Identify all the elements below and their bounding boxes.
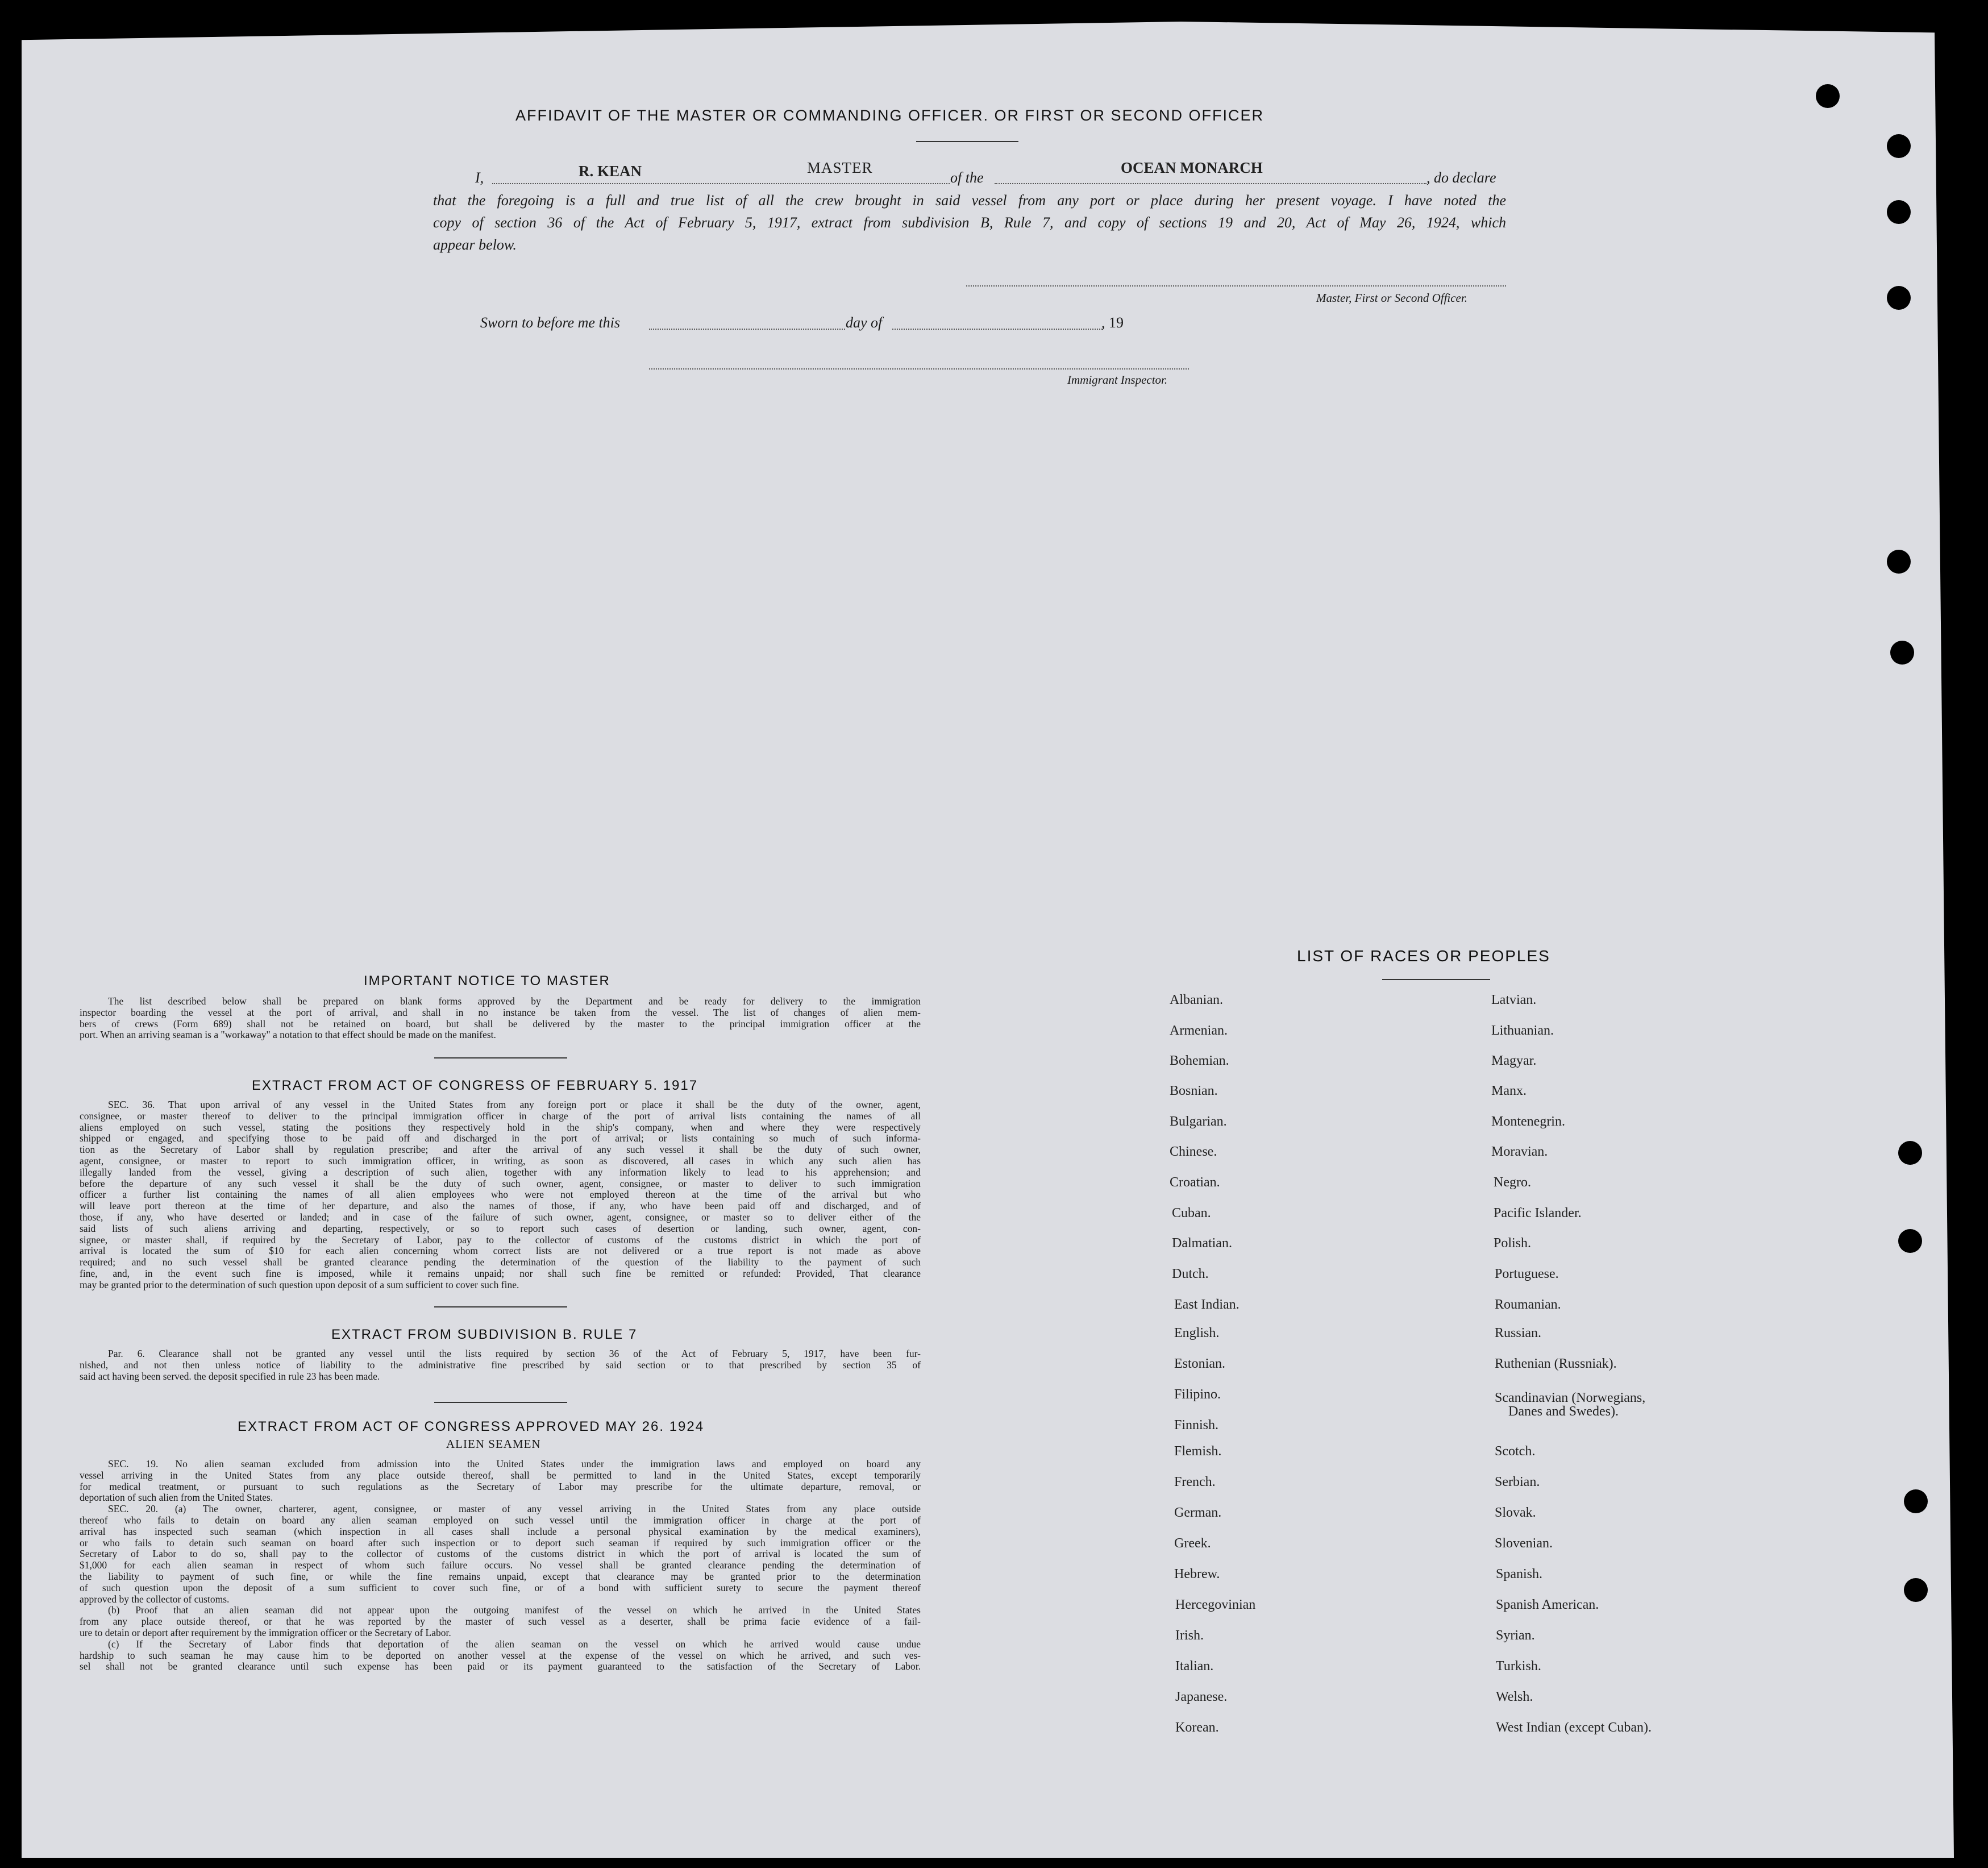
notice-line: inspector boarding the vessel at the port of arrival, and shall in no instance be taken from the vessel. The list of changes of alien mem- — [80, 1006, 921, 1018]
race-item: Polish. — [1494, 1236, 1532, 1251]
race-item: Syrian. — [1496, 1628, 1535, 1643]
notice-line: bers of crews (Form 689) shall not be retained on board, but shall be delivered by the master to the principal immigration officer at the — [80, 1018, 921, 1030]
race-item: Scotch. — [1495, 1444, 1536, 1459]
divider — [1382, 979, 1490, 980]
punch-hole — [1898, 1229, 1922, 1253]
race-item: Hercegovinian — [1175, 1597, 1256, 1612]
extract-1917-title: EXTRACT FROM ACT OF CONGRESS OF FEBRUARY 5. 1917 — [252, 1078, 698, 1093]
extract-1924-body — [80, 1459, 921, 1672]
divider — [434, 1306, 567, 1307]
divider — [434, 1057, 567, 1058]
race-item: Slovak. — [1495, 1505, 1536, 1520]
extract-1924-line: SEC. 20. (a) The owner, charterer, agent, consignee, or master of any vessel arriving in the United States from any place outside — [108, 1503, 921, 1515]
race-item: Montenegrin. — [1491, 1114, 1565, 1129]
extract-1917-line: required; and no such vessel shall be granted clearance pending the determination of the question of the liability to the payment of such — [80, 1256, 921, 1268]
extract-1917-line: said lists of such aliens arriving and departing, respectively, or so to report such cases of desertion or landing, such owner, agent, con- — [80, 1222, 921, 1234]
race-item: East Indian. — [1174, 1297, 1240, 1312]
extract-1924-line: SEC. 19. No alien seaman excluded from admission into the United States under the immigration laws and employed on board any — [108, 1458, 921, 1470]
race-item: Ruthenian (Russniak). — [1495, 1356, 1617, 1371]
race-item: Bohemian. — [1170, 1053, 1229, 1068]
race-item: Slovenian. — [1495, 1536, 1553, 1551]
race-item: Spanish American. — [1496, 1597, 1599, 1612]
race-item: Pacific Islander. — [1494, 1206, 1582, 1221]
punch-hole — [1904, 1578, 1928, 1602]
race-item: Filipino. — [1174, 1387, 1221, 1402]
extract-1924-line: ure to detain or deport after requirement by the immigration officer or the Secretary of Labor. — [80, 1626, 451, 1638]
race-item: Bulgarian. — [1170, 1114, 1227, 1129]
extract-1917-line: officer a further list containing the names of all alien employees who were not employed thereon at the time of the arrival but who — [80, 1189, 921, 1201]
extract-1924-line: Secretary of Labor to do so, shall pay to the collector of customs of the customs district in which the port of arrival is located the sum of — [80, 1548, 921, 1560]
declare-label: , do declare — [1426, 169, 1496, 186]
name-blank — [492, 183, 950, 184]
race-item: Spanish. — [1496, 1567, 1543, 1581]
extract-1917-line: before the departure of any such vessel it shall be the duty of such owner, agent, consignee, or master to deliver to such immigration — [80, 1177, 921, 1189]
rule7-line: said act having been served. the deposit specified in rule 23 has been made. — [80, 1370, 380, 1382]
race-item: Turkish. — [1496, 1659, 1541, 1674]
extract-1924-line: arrival has inspected such seaman (which inspection in all cases shall include a personal physical examination by the medical examiners), — [80, 1525, 921, 1537]
notice-title: IMPORTANT NOTICE TO MASTER — [364, 973, 610, 989]
extract-1917-line: arrival is located the sum of $10 for each alien concerning whom correct lists are not delivered or a true report is not made as above — [80, 1245, 921, 1257]
rule7-body — [80, 1348, 921, 1382]
extract-1924-line: deportation of such alien from the United States. — [80, 1492, 273, 1504]
race-item: Estonian. — [1174, 1356, 1225, 1371]
rank-value: MASTER — [807, 159, 873, 176]
extract-1924-line: $1,000 for each alien seaman in respect of whom such failure occurs. No vessel shall be granted clearance pending the determination of — [80, 1559, 921, 1571]
race-item: Russian. — [1495, 1326, 1542, 1340]
extract-1924-line: from any place outside thereof, or that he was reported by the master of such vessel as a deserter, shall be prima facie evidence of a fail- — [80, 1616, 921, 1628]
race-item: Serbian. — [1495, 1475, 1540, 1489]
race-item: Korean. — [1175, 1720, 1219, 1735]
year-label: , 19 — [1101, 314, 1124, 331]
i-label: I, — [475, 169, 484, 186]
race-item: Chinese. — [1170, 1144, 1217, 1159]
extract-1917-line: SEC. 36. That upon arrival of any vessel in the United States from any foreign port or place it shall be the duty of the owner, agent, — [108, 1099, 921, 1110]
race-item: Roumanian. — [1495, 1297, 1561, 1312]
signature-caption: Master, First or Second Officer. — [1316, 291, 1467, 305]
divider — [916, 141, 1018, 142]
race-item: Dalmatian. — [1172, 1236, 1232, 1251]
race-item: Latvian. — [1491, 993, 1537, 1007]
race-item: Finnish. — [1174, 1418, 1219, 1433]
notice-body — [80, 996, 921, 1041]
extract-1924-line: hardship to such seaman he may cause him to be deported on another vessel at the expense of the vessel on which he arrived, and such ves- — [80, 1649, 921, 1661]
sworn-month-blank — [892, 329, 1103, 330]
vessel-name: OCEAN MONARCH — [1121, 159, 1263, 176]
rule7-title: EXTRACT FROM SUBDIVISION B. RULE 7 — [331, 1327, 638, 1342]
rule7-line: Par. 6. Clearance shall not be granted any vessel until the lists required by section 36 of the Act of February 5, 1917, have been fur- — [108, 1348, 921, 1359]
race-item: Hebrew. — [1174, 1567, 1220, 1581]
races-title: LIST OF RACES OR PEOPLES — [1297, 947, 1550, 965]
race-item: English. — [1174, 1326, 1220, 1340]
extract-1924-title: EXTRACT FROM ACT OF CONGRESS APPROVED MAY 26. 1924 — [238, 1419, 705, 1434]
affidavit-line-1: that the foregoing is a full and true list of all the crew brought in said vessel from any port or place during her present voyage. I have noted the — [433, 192, 1506, 209]
extract-1917-line: tion as the Secretary of Labor shall by regulation prescribe; and after the arrival of any such vessel it shall be the duty of such owner, — [80, 1144, 921, 1156]
extract-1924-line: sel shall not be granted clearance until such expense has been paid or its payment guaranteed to the satisfaction of the Secretary of Labor. — [80, 1661, 921, 1672]
extract-1924-line: approved by the collector of customs. — [80, 1593, 230, 1605]
punch-hole — [1898, 1141, 1922, 1165]
extract-1917-line: agent, consignee, or master to report to such immigration officer, in writing, as soon as discovered, all cases in which any such alien has — [80, 1155, 921, 1167]
extract-1917-line: illegally landed from the vessel, giving a description of such alien, together with any information likely to lead to his apprehension; and — [80, 1166, 921, 1178]
notice-line: port. When an arriving seaman is a "workaway" a notation to that effect should be made on the manifest. — [80, 1029, 496, 1041]
race-item: Manx. — [1491, 1084, 1527, 1098]
punch-hole — [1904, 1489, 1928, 1513]
extract-1917-line: fine, and, in the event such fine is imposed, while it remains unpaid; nor shall such fine be remitted or refunded: Provided, That clearance — [80, 1267, 921, 1279]
race-item: Lithuanian. — [1491, 1023, 1554, 1038]
race-item: Italian. — [1175, 1659, 1214, 1674]
punch-hole — [1816, 84, 1840, 108]
extract-1917-line: may be granted prior to the determination of such question upon deposit of a sum sufficient to cover such fine. — [80, 1278, 519, 1290]
affidavit-line-2: copy of section 36 of the Act of February 5, 1917, extract from subdivision B, Rule 7, and copy of sections 19 and 20, Act of May 26, 1924, which — [433, 214, 1506, 231]
extract-1917-line: will leave port thereon at the time of her departure, and also the names of those, if any, who have been paid off and discharged, and of — [80, 1200, 921, 1212]
extract-1917-line: aliens employed on such vessel, stating the positions they respectively hold in the ship's company, when and where they were respectively — [80, 1121, 921, 1133]
inspector-caption: Immigrant Inspector. — [1067, 373, 1168, 387]
race-item: Bosnian. — [1170, 1084, 1218, 1098]
extract-1924-line: the liability to payment of such fine, or while the fine remains unpaid, except that clearance may be granted prior to the determination — [80, 1570, 921, 1582]
race-item: Dutch. — [1172, 1267, 1209, 1281]
extract-1924-line: thereof who fails to detain on board any alien seaman employed on such vessel until the immigration officer in charge at the port of — [80, 1514, 921, 1526]
race-item: Armenian. — [1170, 1023, 1228, 1038]
extract-1924-subtitle: ALIEN SEAMEN — [446, 1437, 541, 1451]
extract-1917-line: shipped or engaged, and specifying those to be paid off and discharged in the port of arrival; or lists containing so much of such informa- — [80, 1132, 921, 1144]
race-item: Irish. — [1175, 1628, 1204, 1643]
day-of-label: day of — [846, 314, 883, 331]
race-item: Moravian. — [1491, 1144, 1548, 1159]
sworn-label: Sworn to before me this — [480, 314, 621, 331]
extract-1924-line: of such question upon the deposit of a sum sufficient to cover such fine, or of a bond with sufficient surety to secure the payment thereof — [80, 1581, 921, 1593]
race-item: Welsh. — [1496, 1689, 1533, 1704]
extract-1917-line: signee, or master shall, if required by the Secretary of Labor, pay to the collector of customs of the customs district in which the port of — [80, 1234, 921, 1246]
race-item: West Indian (except Cuban). — [1496, 1720, 1652, 1735]
extract-1924-line: or who fails to detain such seaman on board after such inspection or to deport such seaman if required by such immigration officer or the — [80, 1537, 921, 1549]
vessel-blank — [995, 183, 1426, 184]
race-item: Flemish. — [1174, 1444, 1222, 1459]
signature-line — [966, 285, 1506, 287]
affidavit-line-3: appear below. — [433, 236, 517, 253]
inspector-signature-line — [649, 368, 1189, 370]
race-item: Greek. — [1174, 1536, 1211, 1551]
race-item: Magyar. — [1491, 1053, 1537, 1068]
punch-hole — [1887, 286, 1911, 310]
race-item: German. — [1174, 1505, 1222, 1520]
extract-1924-line: (b) Proof that an alien seaman did not appear upon the outgoing manifest of the vessel on which he arrived in the United States — [108, 1604, 921, 1616]
extract-1917-body — [80, 1099, 921, 1291]
of-the-label: of the — [950, 169, 984, 186]
race-item: Japanese. — [1175, 1689, 1228, 1704]
punch-hole — [1890, 641, 1914, 665]
extract-1917-line: consignee, or master thereof to deliver to the principal immigration officer in charge of the port of arrival lists containing the names of all — [80, 1110, 921, 1122]
race-item: Croatian. — [1170, 1175, 1220, 1190]
punch-hole — [1887, 134, 1911, 158]
race-item: Scandinavian (Norwegians, — [1495, 1390, 1646, 1405]
sworn-day-blank — [649, 329, 845, 330]
race-item: Negro. — [1494, 1175, 1531, 1190]
affidavit-title: AFFIDAVIT OF THE MASTER OR COMMANDING OFFICER. OR FIRST OR SECOND OFFICER — [515, 107, 1265, 124]
extract-1924-line: for medical treatment, or pursuant to such regulations as the Secretary of Labor may prescribe for the ultimate departure, removal, or — [80, 1480, 921, 1492]
extract-1917-line: those, if any, who have deserted or landed; and in case of the failure of such owner, agent, consignee, or master so to deliver either of the — [80, 1211, 921, 1223]
punch-hole — [1887, 550, 1911, 574]
race-item: Cuban. — [1172, 1206, 1211, 1221]
punch-hole — [1887, 200, 1911, 224]
extract-1924-line: (c) If the Secretary of Labor finds that deportation of the alien seaman on the vessel on which he arrived would cause undue — [108, 1638, 921, 1650]
notice-line: The list described below shall be prepared on blank forms approved by the Department and be ready for delivery to the immigration — [108, 995, 921, 1007]
race-item: French. — [1174, 1475, 1216, 1489]
master-name: R. KEAN — [579, 163, 642, 180]
race-item: Albanian. — [1170, 993, 1223, 1007]
race-item: Portuguese. — [1495, 1267, 1559, 1281]
divider — [434, 1402, 567, 1403]
extract-1924-line: vessel arriving in the United States from any place outside thereof, shall be permitted to land in the United States, except temporarily — [80, 1469, 921, 1481]
rule7-line: nished, and not then unless notice of liability to the administrative fine prescribed by said section or to that prescribed by section 35 of — [80, 1359, 921, 1371]
race-item: Danes and Swedes). — [1508, 1404, 1619, 1419]
